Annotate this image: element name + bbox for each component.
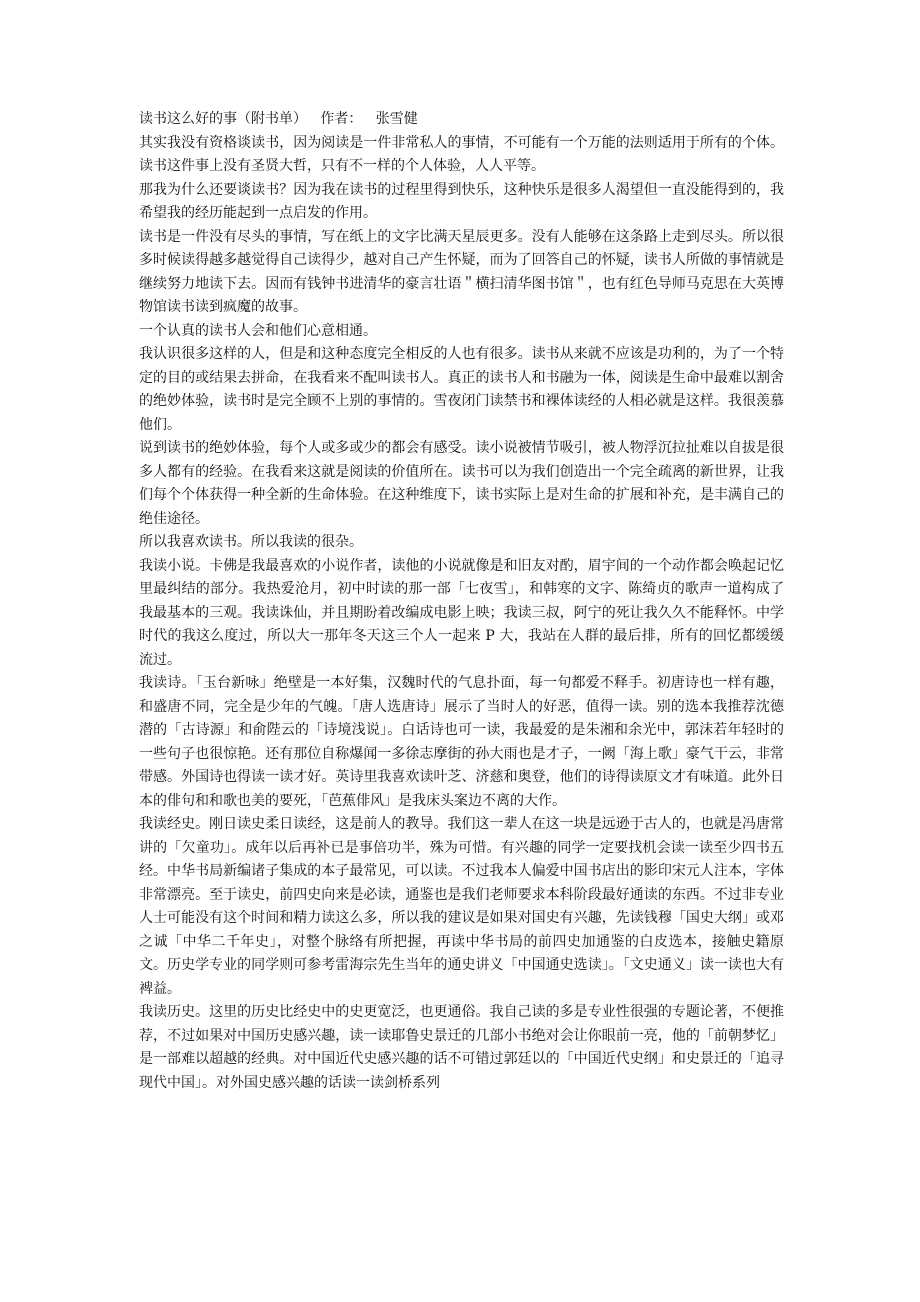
paragraph-endless: 读书是一件没有尽头的事情，写在纸上的文字比满天星辰更多。没有人能够在这条路上走到尽头。所以很多时候读得越多越觉得自己读得少，越对自己产生怀疑，而为了回答自己的怀疑，读书人所做的事情就是继续努力地读下去。因而有钱钟书进清华的豪言壮语＂横扫清华图书馆＂，也有红色导师马克思在大英博物馆读书读到疯魔的故事。 <box>139 228 784 315</box>
paragraph-intro: 其实我没有资格谈读书，因为阅读是一件非常私人的事情，不可能有一个万能的法则适用于所有的个体。读书这件事上没有圣贤大哲，只有不一样的个人体验，人人平等。 <box>139 134 784 174</box>
document-title: 读书这么好的事（附书单） 作者： 张雪健 <box>139 111 418 127</box>
paragraph-experience: 说到读书的绝妙体验，每个人或多或少的都会有感受。读小说被情节吸引，被人物浮沉拉扯难以自拔是很多人都有的经验。在我看来这就是阅读的价值所在。读书可以为我们创造出一个完全疏离的新世界，让我们每个个体获得一种全新的生命体验。在这种维度下，读书实际上是对生命的扩展和补充，是丰满自己的绝佳途径。 <box>139 440 784 527</box>
paragraph-poetry: 我读诗。「玉台新咏」绝壁是一本好集，汉魏时代的气息扑面，每一句都爱不释手。初唐诗也一样有趣，和盛唐不同，完全是少年的气魄。「唐人选唐诗」展示了当时人的好恶，值得一读。别的选本我推荐沈德潜的「古诗源」和俞陛云的「诗境浅说」。白话诗也可一读，我最爱的是朱湘和余光中，郭沫若年轻时的一些句子也很惊艳。还有那位自称爆闻一多徐志摩街的孙大雨也是才子，一阙「海上歌」豪气干云，非常带感。外国诗也得读一读才好。英诗里我喜欢读叶芝、济慈和奥登，他们的诗得读原文才有味道。此外日本的俳句和和歌也美的要死，「芭蕉俳风」是我床头案边不离的大作。 <box>139 675 784 809</box>
paragraph-varied: 所以我喜欢读书。所以我读的很杂。 <box>139 534 363 550</box>
paragraph-attitude: 我认识很多这样的人，但是和这种态度完全相反的人也有很多。读书从来就不应该是功利的，为了一个特定的目的或结果去拼命，在我看来不配叫读书人。真正的读书人和书融为一体，阅读是生命中最难以割舍的绝妙体验，读书时是完全顾不上别的事情的。雪夜闭门读禁书和裸体读经的人相必就是这样。我很羡慕他们。 <box>139 346 784 433</box>
paragraph-why: 那我为什么还要谈读书？因为我在读书的过程里得到快乐，这种快乐是很多人渴望但一直没能得到的，我希望我的经历能起到一点启发的作用。 <box>139 181 784 221</box>
paragraph-novels: 我读小说。卡佛是我最喜欢的小说作者，读他的小说就像是和旧友对酌，眉宇间的一个动作都会唤起记忆里最纠结的部分。我热爱沧月，初中时读的那一部「七夜雪」，和韩寒的文字、陈绮贞的歌声一道构成了我最基本的三观。我读诛仙，并且期盼着改编成电影上映；我读三叔，阿宁的死让我久久不能释怀。中学时代的我这么度过，所以大一那年冬天这三个人一起来 P 大，我站在人群的最后排，所有的回忆都缓缓流过。 <box>139 557 784 668</box>
paragraph-kindred: 一个认真的读书人会和他们心意相通。 <box>139 322 377 339</box>
document-page <box>139 108 784 1095</box>
paragraph-classics: 我读经史。刚日读史柔日读经，这是前人的教导。我们这一辈人在这一块是远逊于古人的，也就是冯唐常讲的「欠童功」。成年以后再补已是事倍功半，殊为可惜。有兴趣的同学一定要找机会读一读至少四书五经。中华书局新编诸子集成的本子最常见，可以读。不过我本人偏爱中国书店出的影印宋元人注本，字体非常漂亮。至于读史，前四史向来是必读，通鉴也是我们老师要求本科阶段最好通读的东西。不过非专业人士可能没有这个时间和精力读这么多，所以我的建议是如果对国史有兴趣，先读钱穆「国史大纲」或邓之诚「中华二千年史」，对整个脉络有所把握，再读中华书局的前四史加通鉴的白皮选本，接触史籍原文。历史学专业的同学则可参考雷海宗先生当年的通史讲义「中国通史选读」。「文史通义」读一读也大有裨益。 <box>139 816 784 997</box>
paragraph-history: 我读历史。这里的历史比经史中的史更宽泛，也更通俗。我自己读的多是专业性很强的专题论著，不便推荐，不过如果对中国历史感兴趣，读一读耶鲁史景迁的几部小书绝对会让你眼前一亮，他的「前朝梦忆」是一部难以超越的经典。对中国近代史感兴趣的话不可错过郭廷以的「中国近代史纲」和史景迁的「追寻现代中国」。对外国史感兴趣的话读一读剑桥系列 <box>139 1004 784 1091</box>
